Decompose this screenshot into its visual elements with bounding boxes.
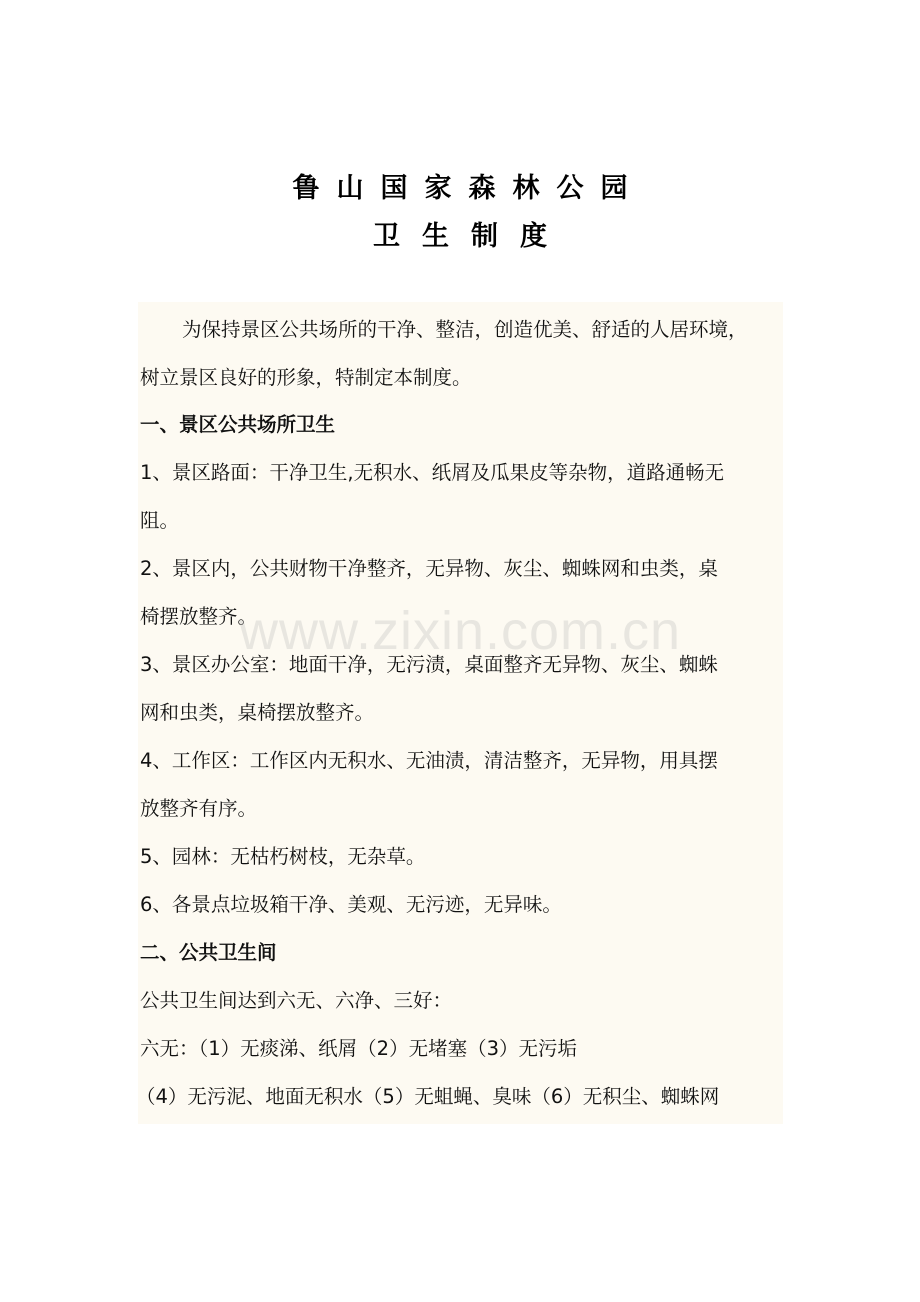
item-line: 椅摆放整齐。: [140, 605, 258, 628]
section2-line: 六无：（1）无痰涕、纸屑（2）无堵塞（3）无污垢: [140, 1037, 577, 1060]
item-line: 2、景区内，公共财物干净整齐，无异物、灰尘、蜘蛛网和虫类，桌: [140, 557, 718, 580]
document-subtitle: 卫生制度: [373, 221, 569, 252]
item-line: 4、工作区：工作区内无积水、无油渍，清洁整齐，无异物，用具摆: [140, 749, 718, 772]
item-line: 3、景区办公室：地面干净，无污渍，桌面整齐无异物、灰尘、蜘蛛: [140, 653, 718, 676]
item-line: 阻。: [140, 509, 180, 532]
section-heading-2: 二、公共卫生间: [140, 941, 277, 964]
section2-line: （4）无污泥、地面无积水（5）无蛆蝇、臭味（6）无积尘、蜘蛛网: [136, 1085, 720, 1108]
document-title: 鲁山国家森林公园: [292, 173, 645, 204]
item-line: 网和虫类，桌椅摆放整齐。: [140, 701, 375, 724]
section2-line: 公共卫生间达到六无、六净、三好：: [140, 989, 453, 1012]
item-line: 放整齐有序。: [140, 797, 258, 820]
watermark: www.zixin.com.cn: [238, 601, 682, 661]
intro-line-2: 树立景区良好的形象，特制定本制度。: [140, 366, 472, 389]
item-line: 6、各景点垃圾箱干净、美观、无污迹，无异味。: [140, 893, 562, 916]
section-heading-1: 一、景区公共场所卫生: [140, 413, 336, 436]
intro-line-1: 为保持景区公共场所的干净、整洁，创造优美、舒适的人居环境，: [182, 318, 748, 341]
item-line: 5、园林：无枯朽树枝，无杂草。: [140, 845, 426, 868]
item-line: 1、景区路面：干净卫生,无积水、纸屑及瓜果皮等杂物，道路通畅无: [140, 461, 725, 484]
